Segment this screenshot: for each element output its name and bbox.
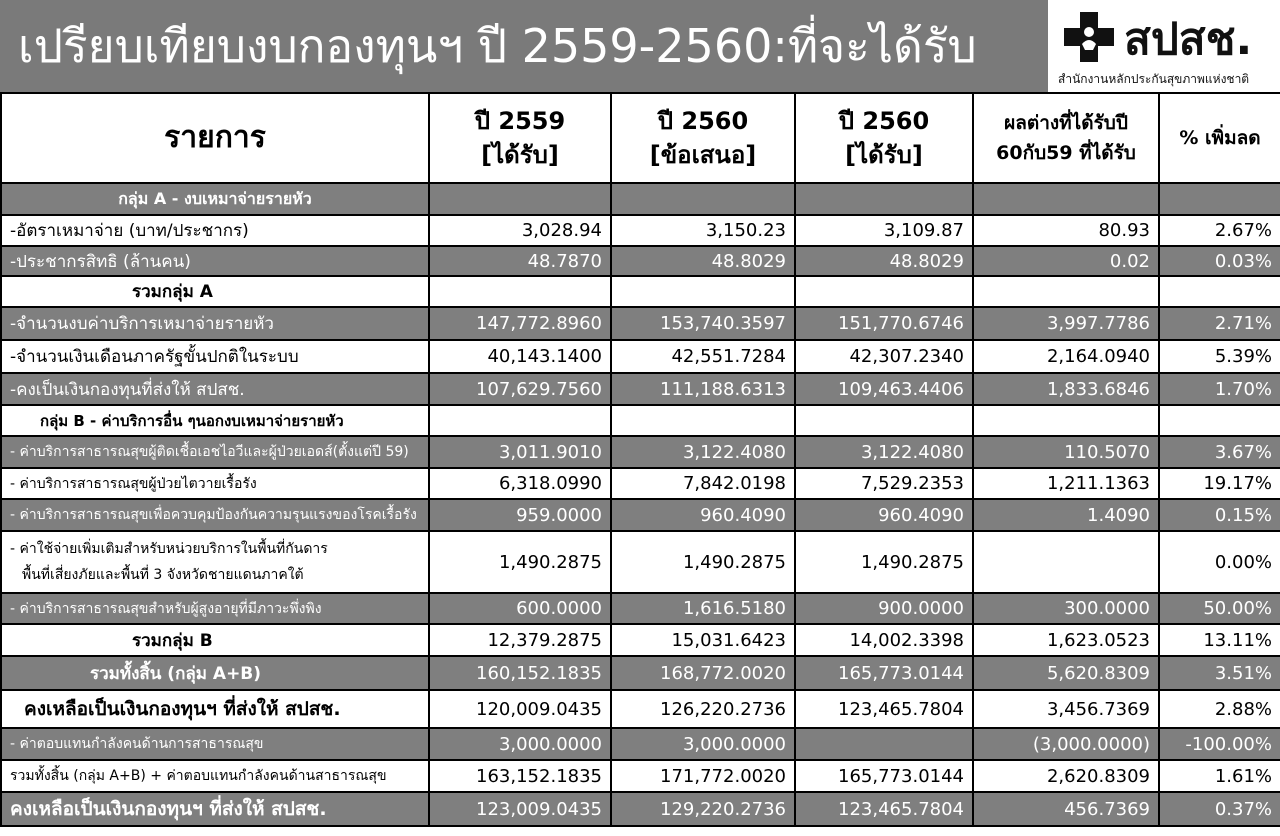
table-row bbox=[1, 728, 1280, 760]
table-row bbox=[1, 593, 1280, 624]
cell-2560-proposed: 168,772.0020 bbox=[611, 656, 795, 690]
cell-2559: 12,379.2875 bbox=[429, 624, 611, 656]
cell-2559: 3,011.9010 bbox=[429, 436, 611, 468]
table-row bbox=[1, 690, 1280, 728]
table-row bbox=[1, 531, 1280, 593]
row-label-line2: พื้นที่เสี่ยงภัยและพื้นที่ 3 จังหวัดชายแดนภาคใต้ bbox=[22, 567, 304, 583]
col-header-2560p-year: ปี 2560 bbox=[657, 107, 749, 135]
table-header-row bbox=[1, 93, 1280, 183]
cell-2560-received: 1,490.2875 bbox=[795, 531, 973, 593]
cell-2560-proposed bbox=[611, 183, 795, 215]
row-label-multiline bbox=[1, 531, 429, 593]
row-label: - ค่าตอบแทนกำลังคนด้านการสาธารณสุข bbox=[1, 728, 429, 760]
row-label: คงเหลือเป็นเงินกองทุนฯ ที่ส่งให้ สปสช. bbox=[1, 690, 429, 728]
cell-2560-proposed: 1,490.2875 bbox=[611, 531, 795, 593]
row-label: รวมทั้งสิ้น (กลุ่ม A+B) bbox=[1, 656, 429, 690]
cell-percent: 2.67% bbox=[1159, 215, 1280, 246]
cell-percent: 0.03% bbox=[1159, 246, 1280, 276]
cell-2560-proposed: 15,031.6423 bbox=[611, 624, 795, 656]
cell-2560-received: 960.4090 bbox=[795, 499, 973, 531]
row-label: - ค่าบริการสาธารณสุขผู้ติดเชื้อเอชไอวีและผู้ป่วยเอดส์(ตั้งแต่ปี 59) bbox=[1, 436, 429, 468]
cell-percent bbox=[1159, 183, 1280, 215]
cell-difference: 1,623.0523 bbox=[973, 624, 1159, 656]
row-label-line1: - ค่าใช้จ่ายเพิ่มเติมสำหรับหน่วยบริการในพื้นที่กันดาร bbox=[10, 541, 328, 557]
row-label: -อัตราเหมาจ่าย (บาท/ประชากร) bbox=[1, 215, 429, 246]
table-row bbox=[1, 499, 1280, 531]
cell-difference: 456.7369 bbox=[973, 792, 1159, 826]
row-label: - ค่าบริการสาธารณสุขเพื่อควบคุมป้องกันความรุนแรงของโรคเรื้อรัง bbox=[1, 499, 429, 531]
cell-percent: 3.51% bbox=[1159, 656, 1280, 690]
cell-2560-received: 165,773.0144 bbox=[795, 760, 973, 792]
cell-2559: 120,009.0435 bbox=[429, 690, 611, 728]
cell-2560-received bbox=[795, 728, 973, 760]
cell-2559: 6,318.0990 bbox=[429, 468, 611, 499]
cell-percent: 0.15% bbox=[1159, 499, 1280, 531]
page-title: เปรียบเทียบงบกองทุนฯ ปี 2559-2560:ที่จะได้รับ bbox=[18, 19, 977, 73]
cell-difference: 80.93 bbox=[973, 215, 1159, 246]
row-label: รวมกลุ่ม B bbox=[1, 624, 429, 656]
col-header-diff-line2: 60กับ59 ที่ได้รับ bbox=[996, 142, 1136, 164]
cell-2560-received bbox=[795, 183, 973, 215]
cell-2559: 1,490.2875 bbox=[429, 531, 611, 593]
col-header-2560-received bbox=[795, 93, 973, 183]
cell-2559 bbox=[429, 405, 611, 436]
col-header-diff-line1: ผลต่างที่ได้รับปี bbox=[1004, 112, 1128, 134]
row-label: - ค่าบริการสาธารณสุขผู้ป่วยไตวายเรื้อรัง bbox=[1, 468, 429, 499]
cell-difference: 0.02 bbox=[973, 246, 1159, 276]
table-row bbox=[1, 468, 1280, 499]
cell-difference bbox=[973, 405, 1159, 436]
cell-2560-proposed: 153,740.3597 bbox=[611, 307, 795, 340]
cell-2560-received: 151,770.6746 bbox=[795, 307, 973, 340]
cell-percent: 1.70% bbox=[1159, 373, 1280, 405]
col-header-2559-note: [ได้รับ] bbox=[481, 141, 559, 169]
cell-2560-proposed: 960.4090 bbox=[611, 499, 795, 531]
cell-2560-proposed: 48.8029 bbox=[611, 246, 795, 276]
row-label: คงเหลือเป็นเงินกองทุนฯ ที่ส่งให้ สปสช. bbox=[1, 792, 429, 826]
col-header-2559 bbox=[429, 93, 611, 183]
cell-difference: (3,000.0000) bbox=[973, 728, 1159, 760]
col-header-item: รายการ bbox=[1, 93, 429, 183]
table-row bbox=[1, 373, 1280, 405]
cell-2559: 147,772.8960 bbox=[429, 307, 611, 340]
logo-text: สปสช. bbox=[1124, 14, 1253, 65]
cell-percent: 3.67% bbox=[1159, 436, 1280, 468]
cell-percent: 50.00% bbox=[1159, 593, 1280, 624]
cell-2560-received: 900.0000 bbox=[795, 593, 973, 624]
cell-2560-proposed: 3,150.23 bbox=[611, 215, 795, 246]
table-row bbox=[1, 405, 1280, 436]
cell-2559: 48.7870 bbox=[429, 246, 611, 276]
cell-difference: 1.4090 bbox=[973, 499, 1159, 531]
col-header-difference bbox=[973, 93, 1159, 183]
cell-percent bbox=[1159, 405, 1280, 436]
table-row bbox=[1, 276, 1280, 307]
cell-percent: 5.39% bbox=[1159, 340, 1280, 373]
cell-difference: 2,620.8309 bbox=[973, 760, 1159, 792]
cell-2560-received: 109,463.4406 bbox=[795, 373, 973, 405]
row-label: -ประชากรสิทธิ (ล้านคน) bbox=[1, 246, 429, 276]
cell-2560-received: 123,465.7804 bbox=[795, 792, 973, 826]
cell-difference: 3,456.7369 bbox=[973, 690, 1159, 728]
cell-2560-proposed: 171,772.0020 bbox=[611, 760, 795, 792]
cell-percent: 13.11% bbox=[1159, 624, 1280, 656]
table-row bbox=[1, 760, 1280, 792]
table-row bbox=[1, 792, 1280, 826]
cell-2559: 160,152.1835 bbox=[429, 656, 611, 690]
cell-2560-proposed: 1,616.5180 bbox=[611, 593, 795, 624]
cell-percent: 2.88% bbox=[1159, 690, 1280, 728]
cell-2560-proposed: 129,220.2736 bbox=[611, 792, 795, 826]
health-cross-icon bbox=[1062, 10, 1116, 64]
table-row bbox=[1, 215, 1280, 246]
cell-2560-received: 7,529.2353 bbox=[795, 468, 973, 499]
cell-2560-proposed bbox=[611, 405, 795, 436]
cell-2559: 123,009.0435 bbox=[429, 792, 611, 826]
nhso-logo bbox=[1046, 0, 1280, 92]
table-row bbox=[1, 307, 1280, 340]
cell-2560-received: 48.8029 bbox=[795, 246, 973, 276]
cell-difference: 1,833.6846 bbox=[973, 373, 1159, 405]
cell-difference bbox=[973, 531, 1159, 593]
cell-2560-proposed: 3,122.4080 bbox=[611, 436, 795, 468]
col-header-2560r-note: [ได้รับ] bbox=[845, 141, 923, 169]
cell-2559: 3,000.0000 bbox=[429, 728, 611, 760]
cell-2560-proposed: 111,188.6313 bbox=[611, 373, 795, 405]
row-label: รวมกลุ่ม A bbox=[1, 276, 429, 307]
cell-2560-proposed: 126,220.2736 bbox=[611, 690, 795, 728]
col-header-2560p-note: [ข้อเสนอ] bbox=[649, 141, 757, 169]
cell-difference: 110.5070 bbox=[973, 436, 1159, 468]
col-header-2559-year: ปี 2559 bbox=[474, 107, 566, 135]
cell-2559: 107,629.7560 bbox=[429, 373, 611, 405]
cell-difference: 2,164.0940 bbox=[973, 340, 1159, 373]
col-header-2560r-year: ปี 2560 bbox=[838, 107, 930, 135]
cell-2560-received: 165,773.0144 bbox=[795, 656, 973, 690]
table-row bbox=[1, 340, 1280, 373]
cell-2560-received bbox=[795, 405, 973, 436]
cell-percent: 1.61% bbox=[1159, 760, 1280, 792]
cell-2559 bbox=[429, 276, 611, 307]
table-row bbox=[1, 436, 1280, 468]
row-label: -จำนวนเงินเดือนภาครัฐขั้นปกติในระบบ bbox=[1, 340, 429, 373]
row-label: -คงเป็นเงินกองทุนที่ส่งให้ สปสช. bbox=[1, 373, 429, 405]
cell-2559: 163,152.1835 bbox=[429, 760, 611, 792]
cell-2559: 40,143.1400 bbox=[429, 340, 611, 373]
cell-2560-received: 3,122.4080 bbox=[795, 436, 973, 468]
row-label: - ค่าบริการสาธารณสุขสำหรับผู้สูงอายุที่มีภาวะพึ่งพิง bbox=[1, 593, 429, 624]
table-row bbox=[1, 656, 1280, 690]
cell-difference: 3,997.7786 bbox=[973, 307, 1159, 340]
cell-difference bbox=[973, 183, 1159, 215]
row-label: กลุ่ม B - ค่าบริการอื่น ๆนอกงบเหมาจ่ายรายหัว bbox=[1, 405, 429, 436]
cell-percent: -100.00% bbox=[1159, 728, 1280, 760]
table-row bbox=[1, 246, 1280, 276]
row-label: -จำนวนงบค่าบริการเหมาจ่ายรายหัว bbox=[1, 307, 429, 340]
cell-2560-received: 3,109.87 bbox=[795, 215, 973, 246]
cell-2559: 3,028.94 bbox=[429, 215, 611, 246]
cell-percent: 2.71% bbox=[1159, 307, 1280, 340]
table-row bbox=[1, 183, 1280, 215]
cell-2560-proposed: 7,842.0198 bbox=[611, 468, 795, 499]
cell-2559: 959.0000 bbox=[429, 499, 611, 531]
col-header-percent: % เพิ่มลด bbox=[1159, 93, 1280, 183]
cell-difference: 1,211.1363 bbox=[973, 468, 1159, 499]
cell-percent: 0.37% bbox=[1159, 792, 1280, 826]
cell-2560-proposed: 42,551.7284 bbox=[611, 340, 795, 373]
col-header-2560-proposed bbox=[611, 93, 795, 183]
cell-difference: 5,620.8309 bbox=[973, 656, 1159, 690]
cell-percent: 0.00% bbox=[1159, 531, 1280, 593]
header-bar bbox=[0, 0, 1280, 92]
cell-2560-proposed: 3,000.0000 bbox=[611, 728, 795, 760]
cell-2560-received: 123,465.7804 bbox=[795, 690, 973, 728]
row-label: รวมทั้งสิ้น (กลุ่ม A+B) + ค่าตอบแทนกำลังคนด้านสาธารณสุข bbox=[1, 760, 429, 792]
cell-difference: 300.0000 bbox=[973, 593, 1159, 624]
logo-subtitle: สำนักงานหลักประกันสุขภาพแห่งชาติ bbox=[1058, 72, 1250, 86]
cell-2560-received bbox=[795, 276, 973, 307]
cell-difference bbox=[973, 276, 1159, 307]
cell-percent bbox=[1159, 276, 1280, 307]
table-row bbox=[1, 624, 1280, 656]
cell-2559 bbox=[429, 183, 611, 215]
cell-2560-proposed bbox=[611, 276, 795, 307]
cell-2559: 600.0000 bbox=[429, 593, 611, 624]
cell-2560-received: 14,002.3398 bbox=[795, 624, 973, 656]
cell-2560-received: 42,307.2340 bbox=[795, 340, 973, 373]
row-label: กลุ่ม A - งบเหมาจ่ายรายหัว bbox=[1, 183, 429, 215]
cell-percent: 19.17% bbox=[1159, 468, 1280, 499]
budget-comparison-table bbox=[0, 92, 1280, 827]
